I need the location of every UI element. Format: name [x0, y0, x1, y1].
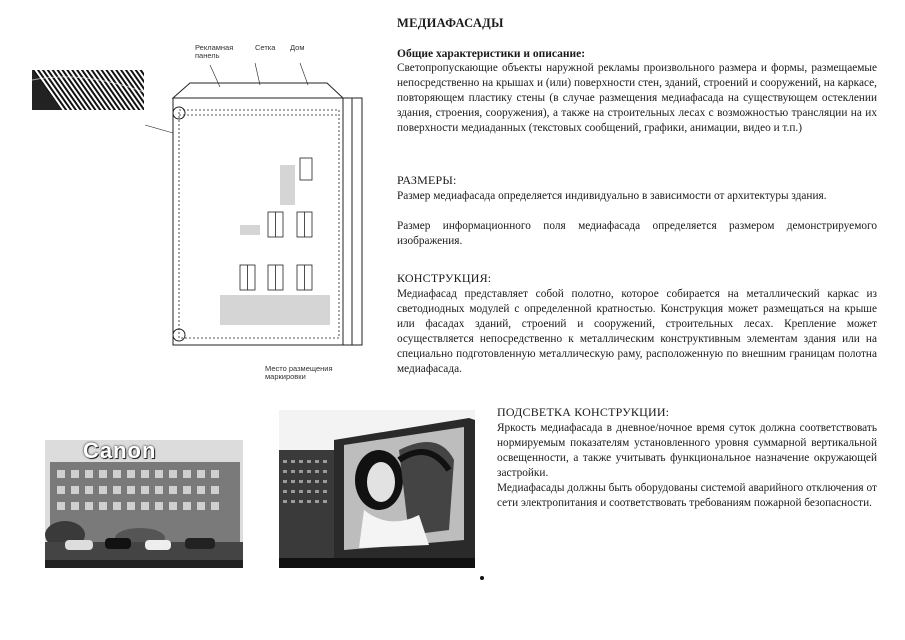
label-grid: Сетка — [255, 43, 276, 52]
general-text: Светопропускающие объекты наружной рекламы произвольного размера и формы, размещаемые непосредственно на крышах и (или) поверхности стен, зданий, строений и сооружений, на каркасе, повторяющем пластику стены (в случае размещения медиафасада на существующем остеклении здания, строения, сооружения), а также на строительных лесах с возможностью трансляции на их поверхности медиаданных (текстовых сообщений, графики, анимации, видео и т.п.) — [397, 62, 877, 134]
page-title: МЕДИАФАСАДЫ — [397, 16, 504, 30]
label-banner: Рекламная панель — [195, 43, 234, 60]
general-heading: Общие характеристики и описание: — [397, 48, 586, 60]
construction-heading: КОНСТРУКЦИЯ: — [397, 271, 492, 285]
sizes-text-1: Размер медиафасада определяется индивидуально в зависимости от архитектуры здания. — [397, 190, 827, 202]
lighting-text-1: Яркость медиафасада в дневное/ночное время суток должна соответствовать нормируемым показателям установленного уровня суммарной вертикальной освещенности, а также учитывать функциональное назначение окружающей застройки. — [497, 422, 877, 479]
lighting-text-2: Медиафасады должны быть оборудованы системой аварийного отключения от сети электропитания и соответствовать требованиям пожарной безопасности. — [497, 482, 877, 509]
label-house: Дом — [290, 43, 305, 52]
page-dot — [480, 576, 484, 580]
canon-building-photo — [45, 440, 243, 568]
lighting-heading: ПОДСВЕТКА КОНСТРУКЦИИ: — [497, 405, 670, 419]
label-placement: Место размещения маркировки — [265, 364, 333, 381]
mesh-detail-image — [32, 70, 144, 110]
construction-text: Медиафасад представляет собой полотно, которое собирается на металлический каркас из светодиодных модулей с определенной кратностью. Конструкция может размещаться на крыше или фасадах зданий, строений и сооружений, строительных лесах. Крепление может осуществляется непосредственно к металлическим конструктивным элементам здания или на специально подготовленную металлическую раму, расположенную по внешним границам полотна медиафасада. — [397, 288, 877, 375]
sizes-heading: РАЗМЕРЫ: — [397, 173, 457, 187]
sizes-text-2: Размер информационного поля медиафасада определяется размером демонстрируемого изображения. — [397, 220, 877, 247]
building-elevation-drawing — [130, 55, 370, 355]
media-facade-photo — [279, 410, 475, 568]
canon-sign-text: Canon — [83, 440, 157, 463]
